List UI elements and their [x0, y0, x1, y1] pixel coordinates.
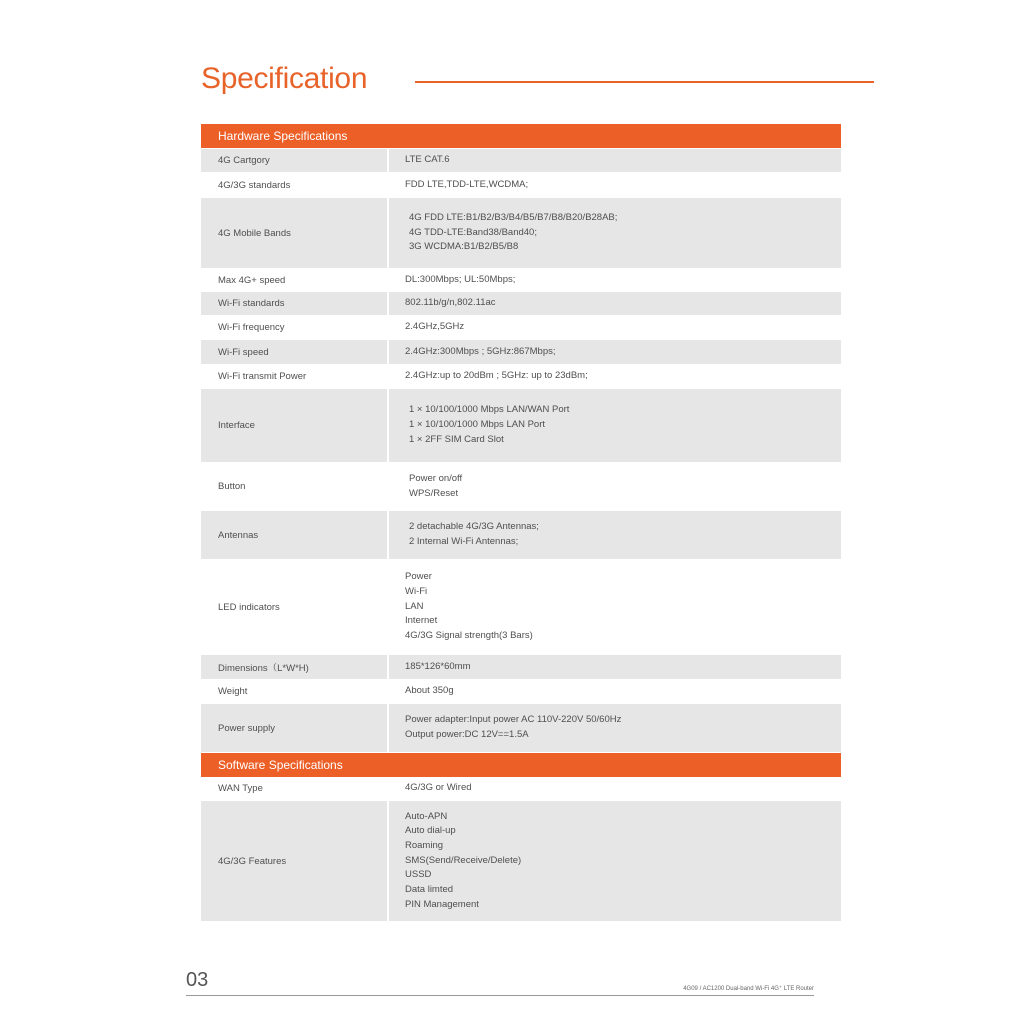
- spec-row: [201, 511, 841, 559]
- spec-value-line: 1 × 10/100/1000 Mbps LAN Port: [409, 419, 545, 431]
- section-header: Software Specifications: [201, 753, 841, 777]
- spec-label: 4G/3G standards: [218, 179, 291, 191]
- spec-value: [389, 292, 841, 315]
- spec-value: [389, 680, 841, 703]
- spec-label: Weight: [218, 686, 248, 697]
- spec-value: [389, 173, 841, 197]
- spec-label: LED indicators: [218, 601, 280, 613]
- footer-rule: [186, 995, 814, 996]
- spec-value-line: PIN Management: [405, 898, 479, 910]
- spec-value: [389, 560, 841, 654]
- spec-value: [389, 340, 841, 364]
- spec-value: [389, 365, 841, 388]
- spec-value: [389, 655, 841, 679]
- spec-value-line: Auto-APN: [405, 810, 448, 822]
- spec-label: 4G Cartgory: [201, 149, 387, 172]
- spec-value-line: 3G WCDMA:B1/B2/B5/B8: [409, 241, 519, 253]
- spec-value-line: Auto dial-up: [405, 825, 456, 837]
- spec-value: [389, 801, 841, 921]
- spec-value-line: About 350g: [405, 685, 454, 697]
- spec-row: [201, 777, 841, 800]
- spec-label: Button: [218, 481, 246, 492]
- spec-value-line: Power adapter:Input power AC 110V-220V 50/60Hz: [405, 714, 622, 726]
- spec-row: [201, 365, 841, 388]
- spec-value: [389, 198, 841, 268]
- spec-row: [201, 655, 841, 679]
- spec-value-line: 185*126*60mm: [405, 660, 471, 672]
- spec-label: Antennas: [201, 511, 387, 559]
- spec-value-line: 4G FDD LTE:B1/B2/B3/B4/B5/B7/B8/B20/B28AB;: [409, 211, 618, 223]
- spec-value-line: 1 × 2FF SIM Card Slot: [409, 433, 504, 445]
- spec-value-line: Roaming: [405, 839, 444, 851]
- spec-value-line: Data limted: [405, 884, 454, 896]
- spec-row: [201, 292, 841, 315]
- spec-row: [201, 173, 841, 197]
- spec-label: Wi-Fi standards: [201, 292, 387, 315]
- spec-value-line: Power on/off: [409, 472, 463, 484]
- spec-value: [389, 149, 841, 172]
- spec-label: Interface: [201, 389, 387, 462]
- spec-label: Power supply: [201, 704, 387, 752]
- spec-value-line: 2 detachable 4G/3G Antennas;: [409, 521, 539, 533]
- spec-value-line: 2.4GHz:300Mbps ; 5GHz:867Mbps;: [405, 345, 556, 357]
- spec-value: [389, 704, 841, 752]
- spec-row: [201, 269, 841, 291]
- spec-value-line: 1 × 10/100/1000 Mbps LAN/WAN Port: [409, 404, 570, 416]
- spec-value-line: WPS/Reset: [409, 487, 459, 499]
- spec-value-line: Wi-Fi: [405, 585, 428, 597]
- title-rule: [415, 81, 874, 83]
- page-title: Specification: [201, 62, 368, 95]
- footer-product-text: 4G09 / AC1200 Dual-band Wi-Fi 4G⁺ LTE Router: [683, 986, 814, 992]
- spec-value: [389, 777, 841, 800]
- spec-value-line: FDD LTE,TDD-LTE,WCDMA;: [405, 178, 529, 190]
- spec-value-line: LAN: [405, 600, 424, 612]
- spec-value-line: DL:300Mbps; UL:50Mbps;: [405, 273, 516, 285]
- spec-value-line: 802.11b/g/n,802.11ac: [405, 297, 496, 309]
- spec-row: [201, 463, 841, 510]
- spec-row: [201, 704, 841, 752]
- spec-row: [201, 340, 841, 364]
- spec-label: Wi-Fi speed: [201, 340, 387, 364]
- spec-label: 4G/3G Features: [201, 801, 387, 921]
- spec-value-line: 2.4GHz:up to 20dBm ; 5GHz: up to 23dBm;: [405, 370, 588, 382]
- spec-value: [389, 316, 841, 339]
- spec-value: [389, 389, 841, 462]
- spec-value: [389, 269, 841, 291]
- spec-value-line: 2 Internal Wi-Fi Antennas;: [409, 536, 519, 547]
- spec-value-line: Internet: [405, 615, 438, 627]
- spec-row: [201, 560, 841, 654]
- spec-value-line: Power: [405, 571, 432, 583]
- spec-label: Wi-Fi transmit Power: [218, 371, 307, 382]
- spec-value-line: 4G/3G or Wired: [405, 782, 472, 794]
- spec-label: Wi-Fi frequency: [218, 322, 285, 333]
- spec-label: Dimensions（L*W*H): [201, 655, 387, 679]
- spec-row: [201, 198, 841, 268]
- spec-value-line: 2.4GHz,5GHz: [405, 321, 465, 333]
- spec-value-line: LTE CAT.6: [405, 154, 450, 166]
- spec-value-line: 4G TDD-LTE:Band38/Band40;: [409, 226, 537, 238]
- spec-value-line: 4G/3G Signal strength(3 Bars): [405, 630, 533, 642]
- spec-value: [389, 463, 841, 510]
- spec-value-line: USSD: [405, 869, 432, 881]
- spec-value-line: Output power:DC 12V==1.5A: [405, 729, 529, 740]
- spec-row: [201, 801, 841, 921]
- spec-label: 4G Mobile Bands: [201, 198, 387, 268]
- spec-label: WAN Type: [218, 783, 263, 794]
- spec-value: [389, 511, 841, 559]
- spec-row: [201, 149, 841, 172]
- spec-value-line: SMS(Send/Receive/Delete): [405, 854, 522, 866]
- spec-row: [201, 680, 841, 703]
- section-header: Hardware Specifications: [201, 124, 841, 148]
- spec-row: [201, 389, 841, 462]
- page-number: 03: [186, 969, 209, 991]
- spec-label: Max 4G+ speed: [218, 274, 286, 286]
- spec-row: [201, 316, 841, 339]
